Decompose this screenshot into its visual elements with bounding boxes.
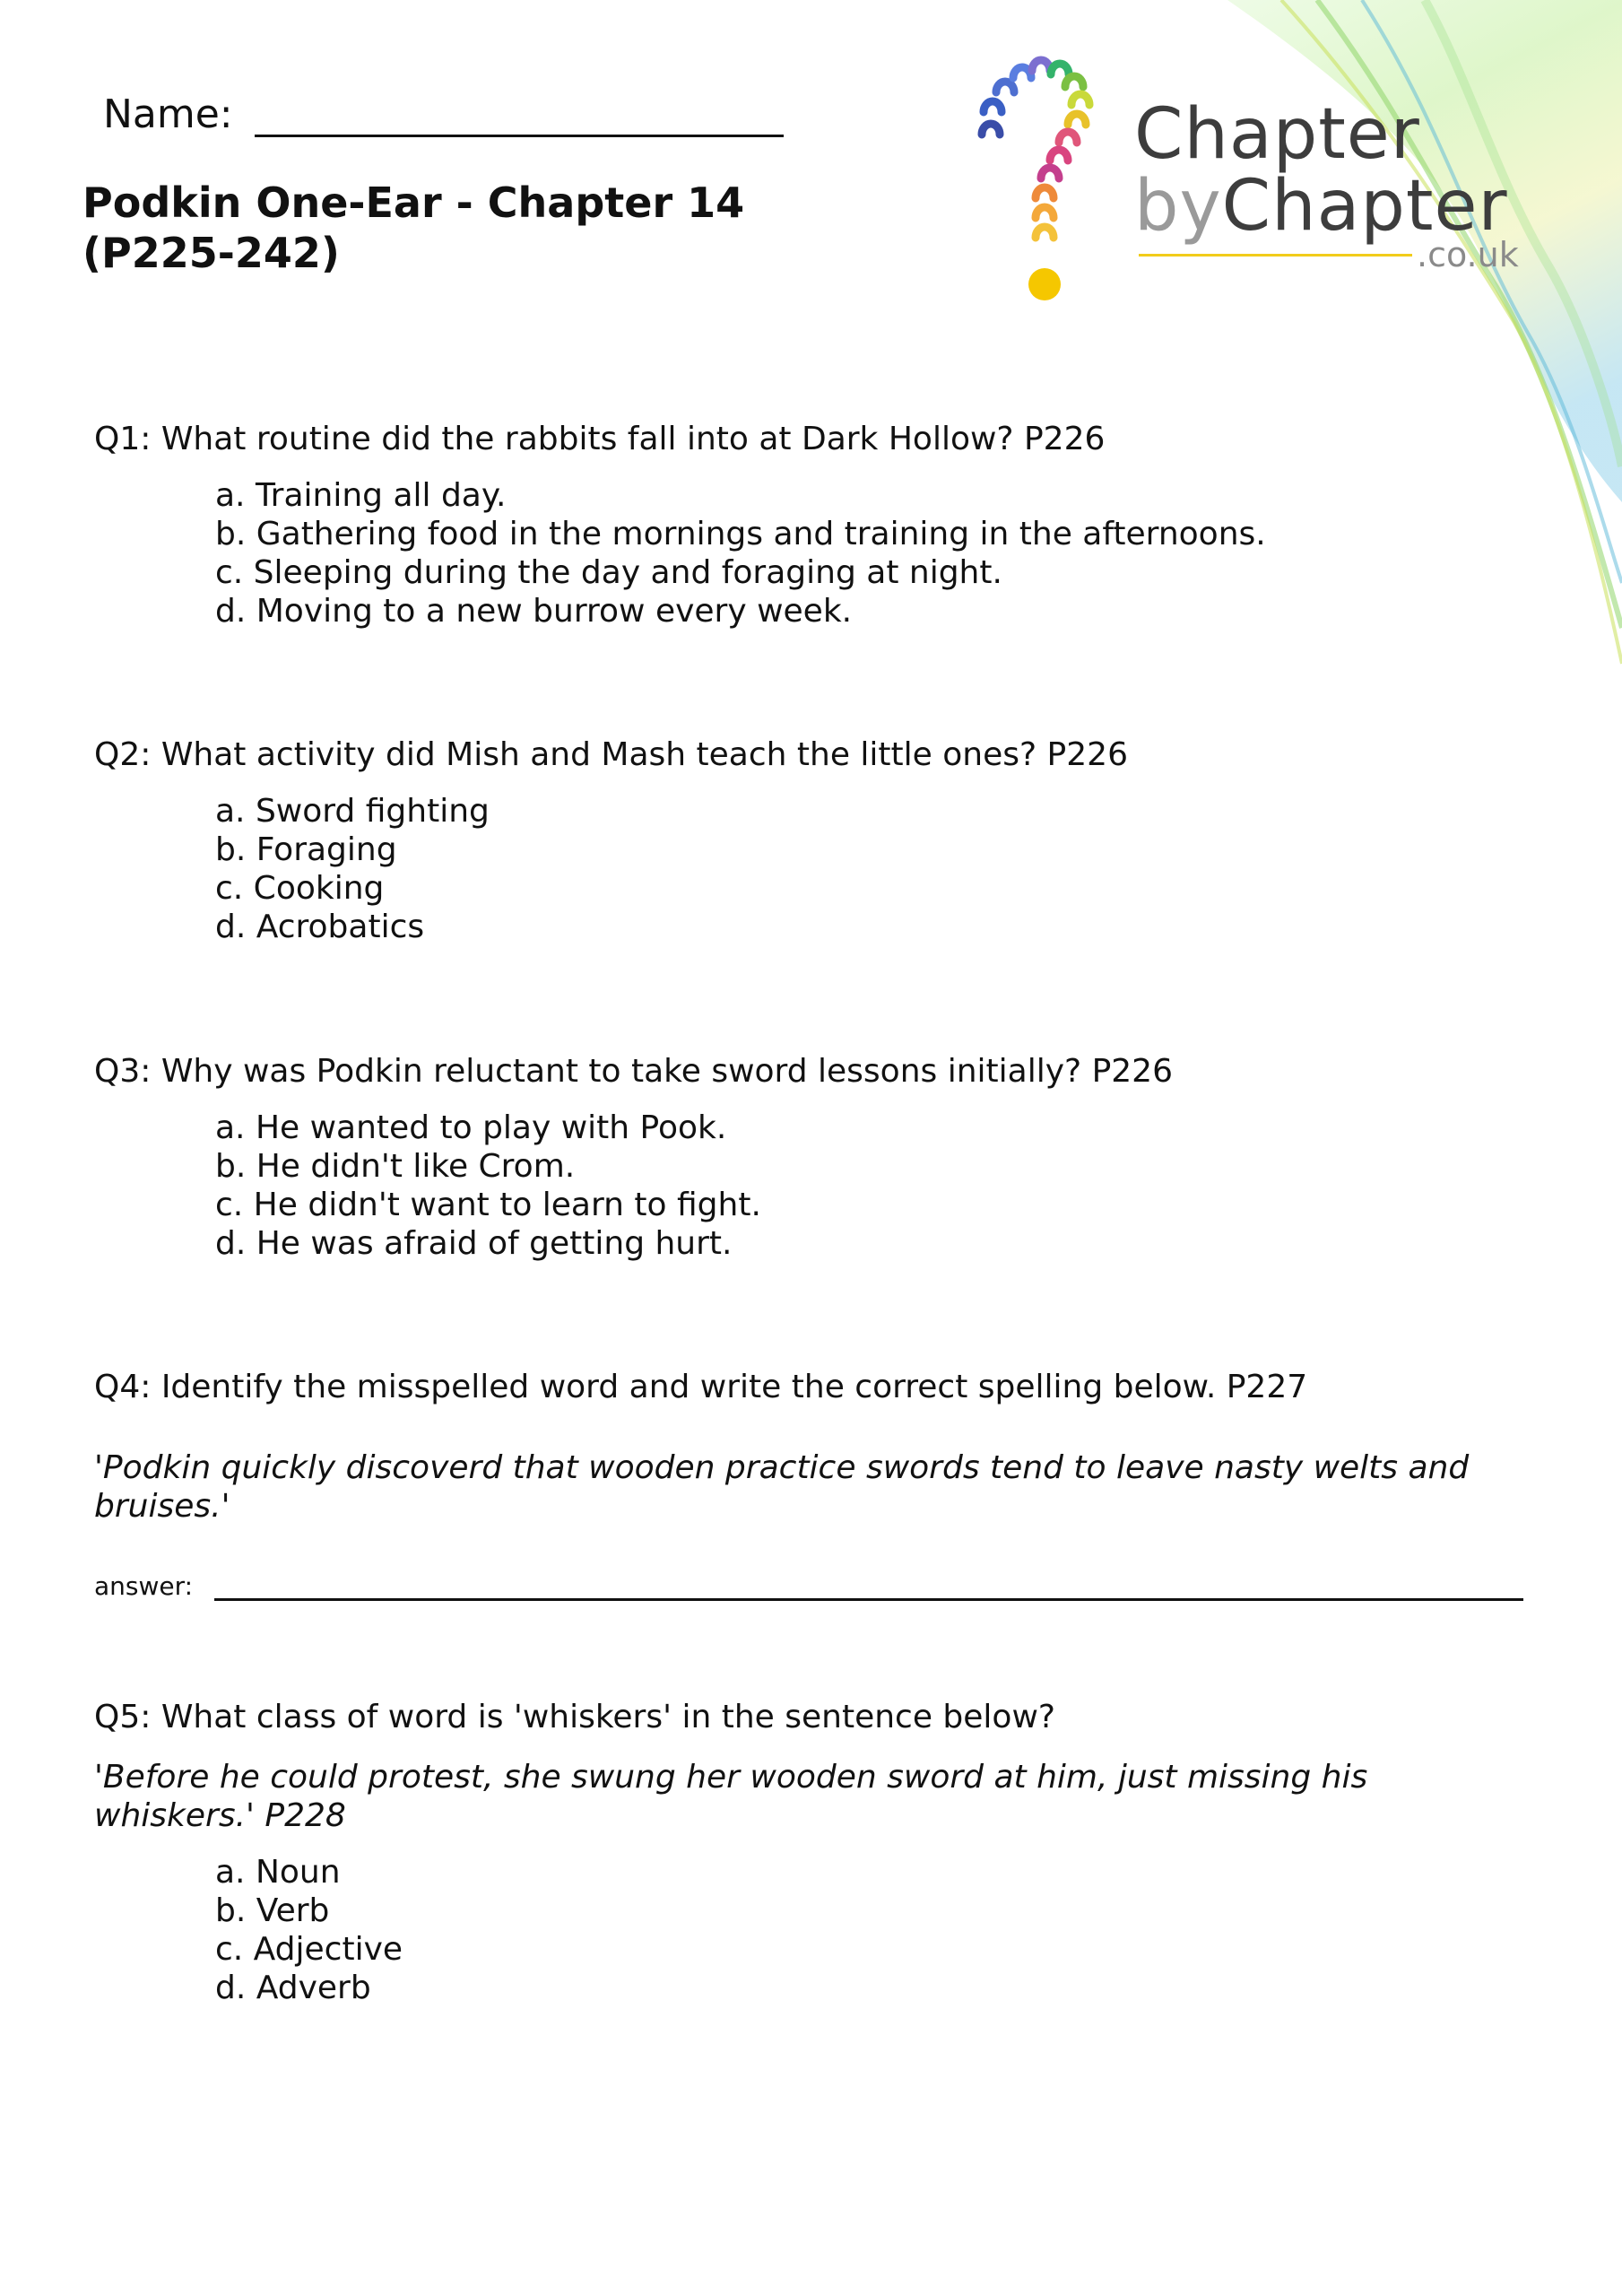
question-1-options [215,476,1266,631]
option-a[interactable]: a. Training all day. [215,477,507,514]
logo-word-chapter-2: Chapter [1221,166,1508,247]
option-b[interactable]: b. Foraging [215,831,397,868]
option-a[interactable]: a. Noun [215,1854,341,1891]
option-b[interactable]: b. Gathering food in the mornings and training in the afternoons. [215,516,1266,552]
question-4-answer-row [94,1571,1523,1601]
question-5-quote: 'Before he could protest, she swung her wooden sword at him, just missing his whiskers.' P228 [94,1759,1368,1834]
question-1-text: Q1: What routine did the rabbits fall into at Dark Hollow? P226 [94,421,1106,457]
logo-word-by: by [1134,166,1222,247]
option-c[interactable]: c. Cooking [215,870,385,907]
question-5-text: Q5: What class of word is 'whiskers' in the sentence below? [94,1699,1056,1735]
question-3-options [215,1109,1173,1263]
logo-word-chapter: Chapter [1134,94,1420,175]
option-b[interactable]: b. He didn't like Crom. [215,1148,576,1185]
name-input-line[interactable] [255,90,784,137]
answer-label: answer: [94,1571,194,1601]
option-d[interactable]: d. Moving to a new burrow every week. [215,593,853,630]
page-title: Podkin One-Ear - Chapter 14 (P225-242) [82,178,745,277]
question-1 [94,420,1266,631]
question-4-text: Q4: Identify the misspelled word and write the correct spelling below. P227 [94,1369,1308,1405]
option-c[interactable]: c. Adjective [215,1931,403,1968]
name-field-row [103,90,784,137]
option-d[interactable]: d. Acrobatics [215,909,425,945]
question-5-options [215,1853,1529,2007]
logo-underline [1139,254,1412,257]
question-2 [94,735,1128,946]
logo-domain: .co.uk [1417,235,1519,274]
answer-input-line[interactable] [214,1575,1523,1601]
name-label: Name: [103,91,233,137]
question-2-text: Q2: What activity did Mish and Mash teach the little ones? P226 [94,736,1128,773]
question-3-text: Q3: Why was Podkin reluctant to take sword lessons initially? P226 [94,1053,1173,1090]
question-mark-books-icon [964,49,1134,318]
chapter-by-chapter-logo [964,49,1538,318]
option-c[interactable]: c. Sleeping during the day and foraging at night. [215,554,1002,591]
question-4-quote: 'Podkin quickly discoverd that wooden practice swords tend to leave nasty welts and bruises.' [94,1449,1470,1525]
option-a[interactable]: a. Sword fighting [215,793,490,830]
question-2-options [215,792,1128,946]
option-b[interactable]: b. Verb [215,1892,330,1929]
option-a[interactable]: a. He wanted to play with Pook. [215,1109,727,1146]
question-5 [94,1698,1529,2007]
question-3 [94,1052,1173,1263]
option-d[interactable]: d. Adverb [215,1970,371,2006]
question-4 [94,1368,1529,1526]
option-c[interactable]: c. He didn't want to learn to fight. [215,1187,761,1223]
option-d[interactable]: d. He was afraid of getting hurt. [215,1225,733,1262]
